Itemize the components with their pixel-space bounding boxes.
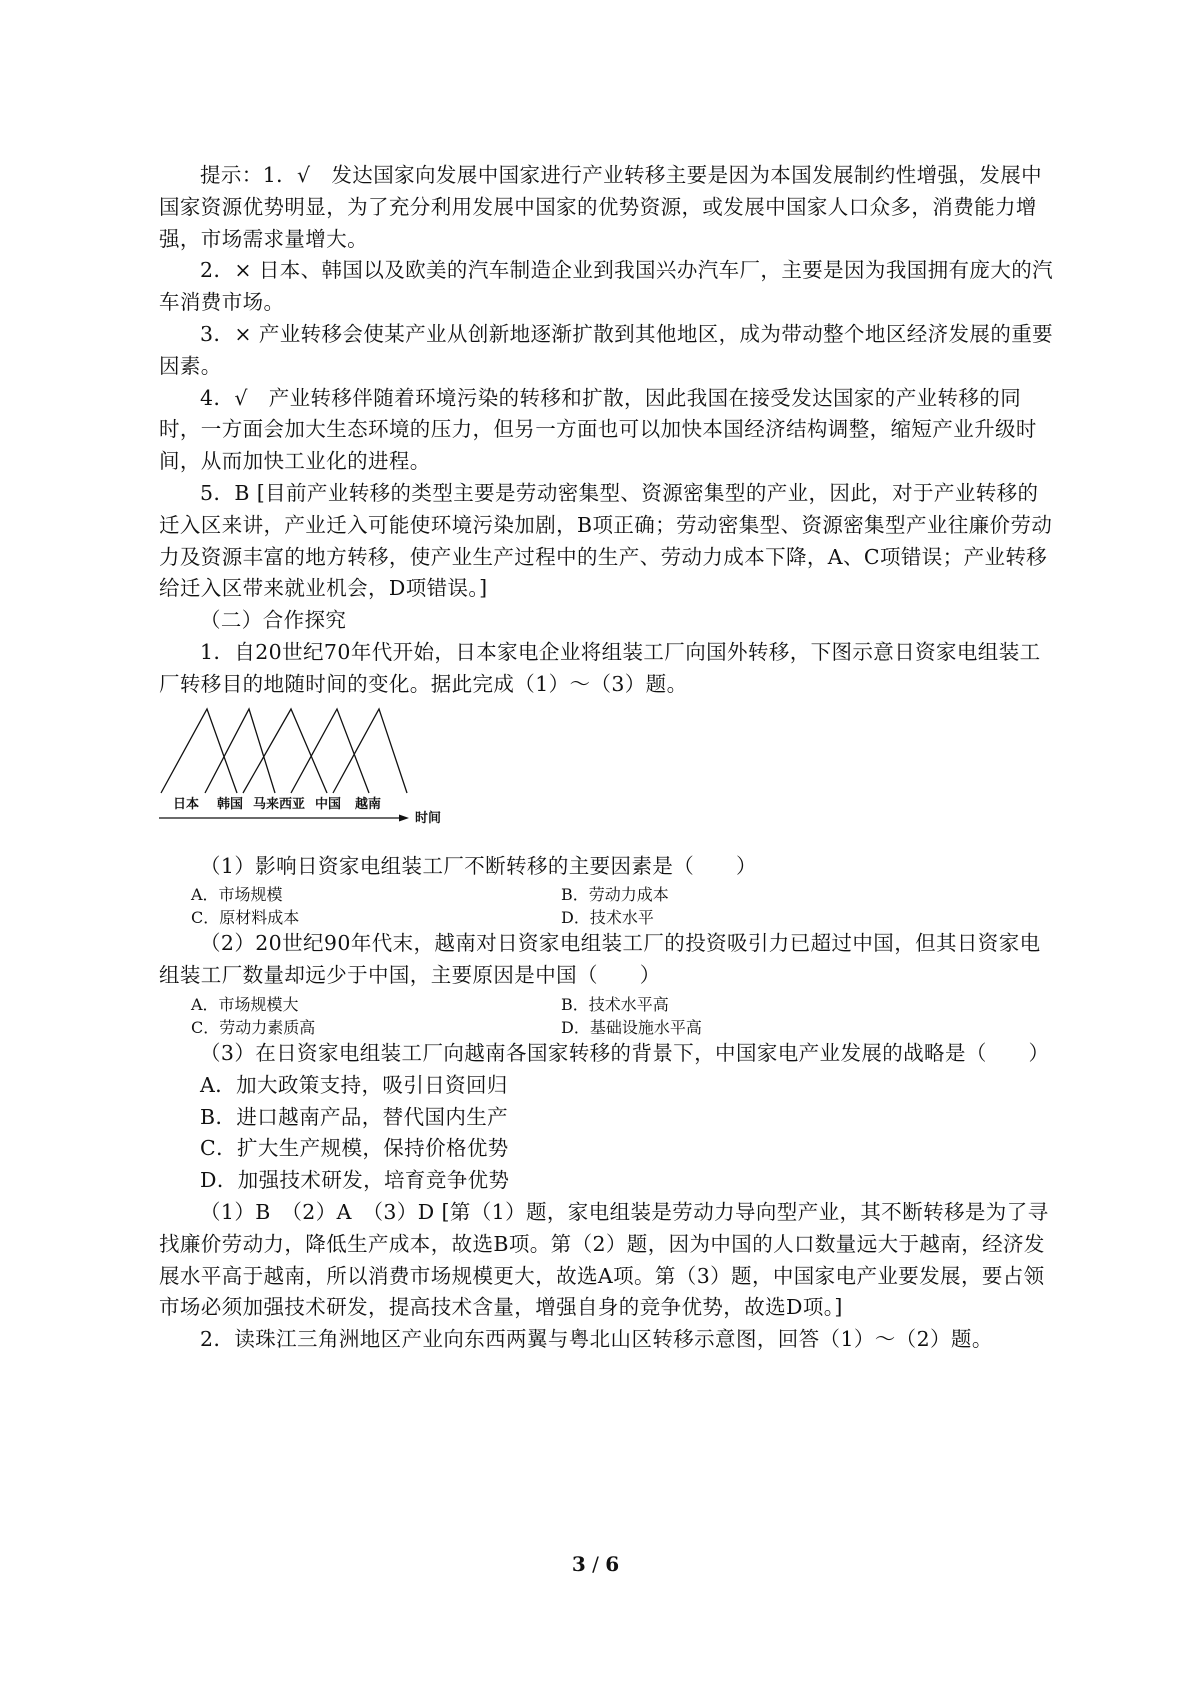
question-1-intro: 1．自20世纪70年代开始，日本家电企业将组装工厂向国外转移，下图示意日资家电组装工厂转移目的地随时间的变化。据此完成（1）～（3）题。 (159, 639, 1041, 696)
hint-item-2: 2．× 日本、韩国以及欧美的汽车制造企业到我国兴办汽车厂，主要是因为我国拥有庞大的汽车消费市场。 (159, 258, 1054, 315)
hint-item-3: 3．× 产业转移会使某产业从创新地逐渐扩散到其他地区，成为带动整个地区经济发展的重要因素。 (159, 321, 1054, 378)
axis-label-time: 时间 (415, 810, 442, 826)
label-korea: 韩国 (217, 796, 244, 812)
question-1-1-options-row-2 (159, 905, 1059, 928)
question-1-3: （3）在日资家电组装工厂向越南各国家转移的背景下，中国家电产业发展的战略是（ ） (200, 1040, 1050, 1065)
option-a: A．市场规模大 (191, 994, 299, 1014)
label-china: 中国 (315, 796, 342, 812)
page-number (0, 1552, 1191, 1576)
time-axis-arrow (399, 814, 409, 821)
question-1-1: （1）影响日资家电组装工厂不断转移的主要因素是（ ） (200, 853, 757, 878)
option-b: B．技术水平高 (561, 994, 669, 1014)
option-b: B．劳动力成本 (561, 885, 669, 905)
section-heading: （二）合作探究 (200, 608, 347, 633)
page-separator: / (585, 1552, 606, 1576)
option-d: D．基础设施水平高 (561, 1017, 702, 1037)
option-c: C．扩大生产规模，保持价格优势 (200, 1136, 509, 1161)
hint-item-1: 提示：1．√ 发达国家向发展中国家进行产业转移主要是因为本国发展制约性增强，发展中国家资源优势明显，为了充分利用发展中国家的优势资源，或发展中国家人口众多，消费能力增强，市场需求量增大。 (159, 163, 1043, 251)
question-1-answer: （1）B （2）A （3）D [第（1）题，家电组装是劳动力导向型产业，其不断转移是为了寻找廉价劳动力，降低生产成本，故选B项。第（2）题，因为中国的人口数量远大于越南，经济发展水平高于越南，所以消费市场规模更大，故选A项。第（3）题，中国家电产业要发展，要占领市场必须加强技术研发，提高技术含量，增强自身的竞争优势，故选D项。] (159, 1199, 1049, 1320)
label-vietnam: 越南 (355, 796, 382, 812)
page-total: 6 (605, 1552, 620, 1576)
hint-item-4: 4．√ 产业转移伴随着环境污染的转移和扩散，因此我国在接受发达国家的产业转移的同时，一方面会加大生态环境的压力，但另一方面也可以加快本国经济结构调整，缩短产业升级时间，从而加快工业化的进程。 (159, 385, 1037, 474)
option-b: B．进口越南产品，替代国内生产 (200, 1104, 509, 1129)
hint-item-5: 5．B [目前产业转移的类型主要是劳动密集型、资源密集型的产业，因此，对于产业转移的迁入区来讲，产业迁入可能使环境污染加剧，B项正确；劳动密集型、资源密集型产业往廉价劳动力及资源丰富的地方转移，使产业生产过程中的生产、劳动力成本下降，A、C项错误；产业转移给迁入区带来就业机会，D项错误。] (159, 480, 1053, 601)
triangle-japan (161, 709, 237, 793)
question-1-1-options-row-1 (159, 882, 1059, 905)
factory-transfer-diagram (159, 705, 479, 845)
question-1-2: （2）20世纪90年代末，越南对日资家电组装工厂的投资吸引力已超过中国，但其日资家电组装工厂数量却远少于中国，主要原因是中国（ ） (159, 931, 1041, 988)
label-japan: 日本 (173, 796, 200, 812)
label-malaysia: 马来西亚 (253, 796, 306, 812)
option-d: D．加强技术研发，培育竞争优势 (200, 1168, 510, 1193)
question-2-intro: 2．读珠江三角洲地区产业向东西两翼与粤北山区转移示意图，回答（1）～（2）题。 (200, 1327, 993, 1352)
question-1-2-options-row-2 (159, 1015, 1059, 1038)
option-a: A．市场规模 (191, 885, 283, 905)
triangle-china (291, 709, 369, 793)
option-c: C．劳动力素质高 (191, 1017, 316, 1037)
document-body (159, 160, 1059, 1356)
option-d: D．技术水平 (561, 908, 654, 928)
triangle-vietnam (333, 709, 407, 793)
option-a: A．加大政策支持，吸引日资回归 (200, 1072, 508, 1097)
question-1-2-options-row-1 (159, 992, 1059, 1015)
triangle-korea (205, 709, 275, 793)
page-current: 3 (571, 1552, 586, 1576)
option-c: C．原材料成本 (191, 908, 300, 928)
